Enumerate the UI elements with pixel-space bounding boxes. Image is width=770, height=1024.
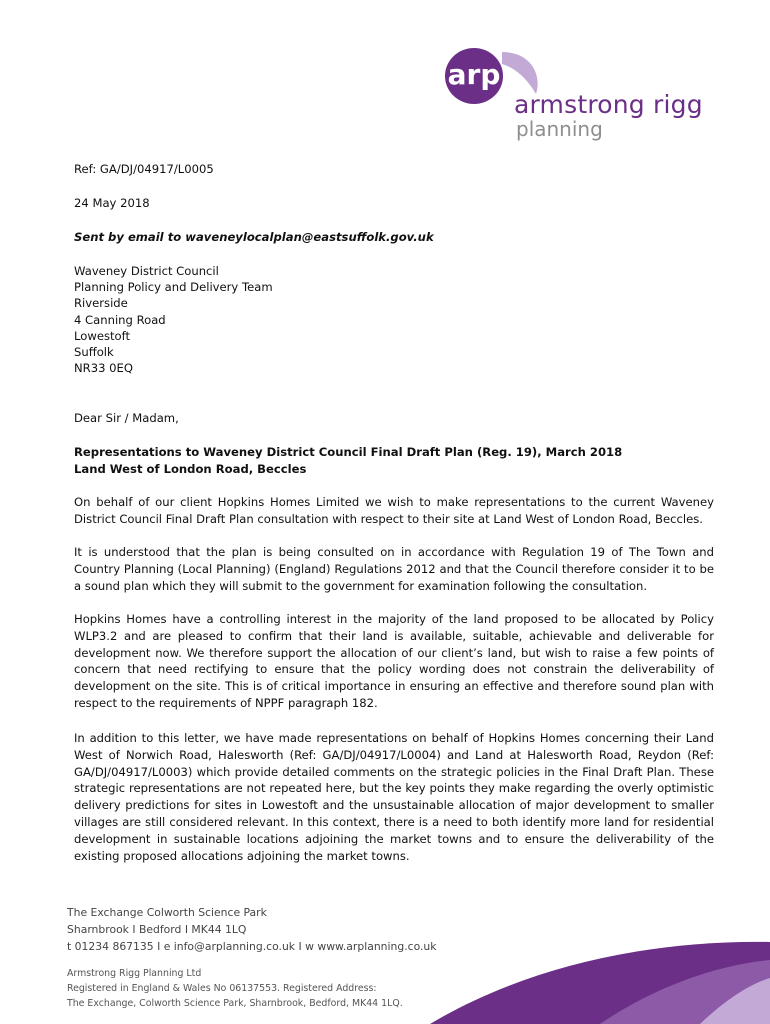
- footer-company: Registered in England & Wales No 06137553. Registered Address:: [67, 983, 377, 994]
- footer-address: The Exchange Colworth Science Park: [67, 906, 267, 919]
- address-line: 4 Canning Road: [74, 313, 166, 327]
- address-line: Waveney District Council: [74, 264, 219, 278]
- footer-company: Armstrong Rigg Planning Ltd: [67, 968, 202, 979]
- footer-address: Sharnbrook I Bedford I MK44 1LQ: [67, 923, 247, 936]
- body-paragraph: On behalf of our client Hopkins Homes Limited we wish to make representations to the current Waveney District Council Final Draft Plan consultation with respect to their site at Land West of London Road, Beccles.: [74, 495, 714, 526]
- logo-mark-text: arp: [447, 58, 501, 91]
- subject-line: Land West of London Road, Beccles: [74, 462, 307, 476]
- footer-company: The Exchange, Colworth Science Park, Sharnbrook, Bedford, MK44 1LQ.: [67, 998, 403, 1009]
- logo-swoosh: [502, 52, 538, 94]
- address-line: Planning Policy and Delivery Team: [74, 280, 273, 294]
- body-paragraph: It is understood that the plan is being consulted on in accordance with Regulation 19 of The Town and Country Planning (Local Planning) (England) Regulations 2012 and that the Council therefore consider it to be a sound plan which they will submit to the government for examination following the consultation.: [74, 545, 714, 593]
- logo-name: armstrong rigg: [514, 90, 703, 119]
- subject-line: Representations to Waveney District Council Final Draft Plan (Reg. 19), March 2018: [74, 445, 623, 459]
- address-line: Suffolk: [74, 345, 114, 359]
- salutation: Dear Sir / Madam,: [74, 411, 179, 425]
- logo-sub: planning: [516, 117, 603, 141]
- address-line: NR33 0EQ: [74, 361, 133, 375]
- body-paragraph: Hopkins Homes have a controlling interest in the majority of the land proposed to be allocated by Policy WLP3.2 and are pleased to confirm that their land is available, suitable, achievable and deliverable for development now. We therefore support the allocation of our client’s land, but wish to raise a few points of concern that need rectifying to ensure that the policy wording does not constrain the deliverability of development on the site. This is of critical importance in ensuring an effective and therefore sound plan with respect to the requirements of NPPF paragraph 182.: [74, 612, 714, 710]
- letter-ref: Ref: GA/DJ/04917/L0005: [74, 162, 214, 176]
- address-line: Lowestoft: [74, 329, 131, 343]
- letter-date: 24 May 2018: [74, 196, 150, 210]
- footer-swoosh: [400, 900, 770, 1024]
- sent-by-line: Sent by email to waveneylocalplan@eastsuffolk.gov.uk: [74, 230, 434, 244]
- footer-contact: t 01234 867135 I e info@arplanning.co.uk I w www.arplanning.co.uk: [67, 940, 437, 953]
- address-line: Riverside: [74, 296, 128, 310]
- body-paragraph: In addition to this letter, we have made representations on behalf of Hopkins Homes concerning their Land West of Norwich Road, Halesworth (Ref: GA/DJ/04917/L0004) and Land at Halesworth Road, Reydon (Ref: GA/DJ/04917/L0003) which provide detailed comments on the strategic policies in the Final Draft Plan. These strategic representations are not repeated here, but the key points they make regarding the overly optimistic delivery predictions for sites in Lowestoft and the unsustainable allocation of major development to smaller villages are still considered relevant. In this context, there is a need to both identify more land for residential development in sustainable locations adjoining the market towns and to ensure the deliverability of the existing proposed allocations adjoining the market towns.: [74, 731, 714, 863]
